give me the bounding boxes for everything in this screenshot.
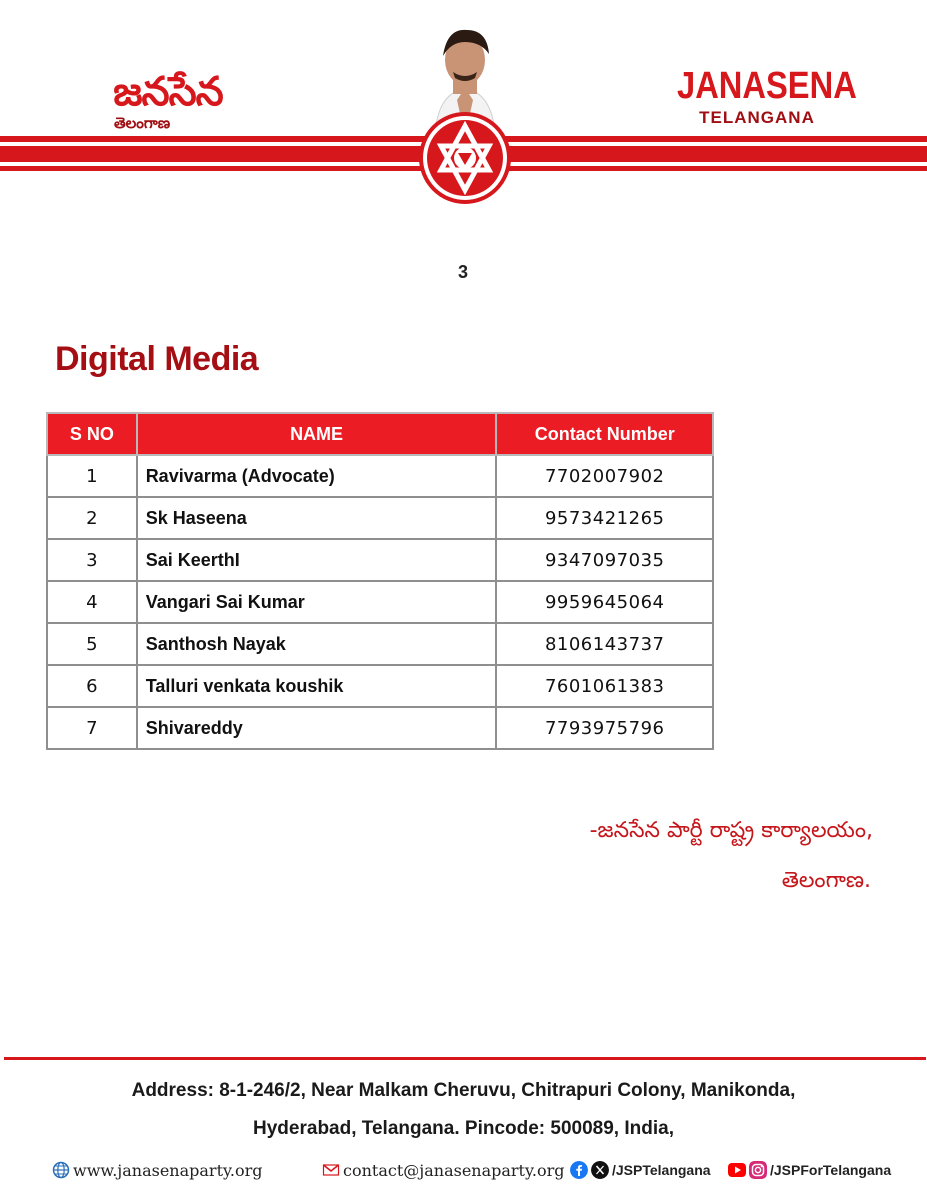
table-row	[47, 581, 713, 623]
cell-sno: 7	[47, 707, 137, 749]
website-text: www.janasenaparty.org	[73, 1160, 263, 1180]
footer-divider	[4, 1057, 926, 1060]
header-contact-number: Contact Number	[496, 413, 713, 455]
header-sno: S NO	[47, 413, 137, 455]
footer-email[interactable]	[322, 1158, 565, 1182]
table-row	[47, 455, 713, 497]
mail-icon	[322, 1161, 340, 1179]
logo-english-title: JANASENA	[677, 65, 857, 107]
logo-english-subtitle: TELANGANA	[699, 108, 815, 127]
cell-name: Santhosh Nayak	[137, 623, 497, 665]
cell-sno: 5	[47, 623, 137, 665]
email-text: contact@janasenaparty.org	[343, 1160, 565, 1180]
table-row	[47, 497, 713, 539]
cell-name: Sai KeerthI	[137, 539, 497, 581]
cell-phone: 7793975796	[496, 707, 713, 749]
cell-sno: 1	[47, 455, 137, 497]
section-title: Digital Media	[55, 340, 259, 378]
page-number: 3	[457, 262, 468, 282]
footer-social-fortelangana[interactable]	[728, 1158, 891, 1182]
instagram-icon	[749, 1161, 767, 1179]
cell-name: Talluri venkata koushik	[137, 665, 497, 707]
table-row	[47, 539, 713, 581]
logo-english	[664, 64, 857, 128]
cell-phone: 7702007902	[496, 455, 713, 497]
contacts-table	[46, 412, 714, 750]
cell-sno: 2	[47, 497, 137, 539]
globe-icon	[52, 1161, 70, 1179]
cell-sno: 4	[47, 581, 137, 623]
facebook-icon	[570, 1161, 588, 1179]
footer-website[interactable]	[52, 1158, 263, 1182]
table-row	[47, 623, 713, 665]
cell-name: Sk Haseena	[137, 497, 497, 539]
address-line-2: Hyderabad, Telangana. Pincode: 500089, India,	[253, 1118, 674, 1139]
logo-telugu-title: జనసేన	[113, 69, 223, 115]
table-header-row	[47, 413, 713, 455]
cell-phone: 8106143737	[496, 623, 713, 665]
x-twitter-icon	[591, 1161, 609, 1179]
cell-phone: 7601061383	[496, 665, 713, 707]
signature-office-line: -జనసేన పార్టీ రాష్ట్ర కార్యాలయం,	[589, 818, 873, 843]
social-handle-1: /JSPTelangana	[612, 1162, 711, 1178]
cell-phone: 9959645064	[496, 581, 713, 623]
cell-sno: 3	[47, 539, 137, 581]
table-row	[47, 665, 713, 707]
youtube-icon	[728, 1161, 746, 1179]
social-handle-2: /JSPForTelangana	[770, 1162, 892, 1178]
address-line-1: Address: 8-1-246/2, Near Malkam Cheruvu, Chitrapuri Colony, Manikonda,	[131, 1080, 796, 1101]
signature-state-line: తెలంగాణ.	[781, 868, 871, 893]
header-name: NAME	[137, 413, 497, 455]
logo-telugu-subtitle: తెలంగాణ	[114, 114, 171, 132]
logo-telugu	[78, 70, 258, 132]
cell-name: Shivareddy	[137, 707, 497, 749]
cell-phone: 9573421265	[496, 497, 713, 539]
cell-name: Vangari Sai Kumar	[137, 581, 497, 623]
table-row	[47, 707, 713, 749]
cell-name: Ravivarma (Advocate)	[137, 455, 497, 497]
cell-sno: 6	[47, 665, 137, 707]
cell-phone: 9347097035	[496, 539, 713, 581]
footer-contact-row	[0, 1158, 927, 1182]
leader-emblem-image	[395, 14, 535, 206]
footer-social-telangana[interactable]	[570, 1158, 711, 1182]
